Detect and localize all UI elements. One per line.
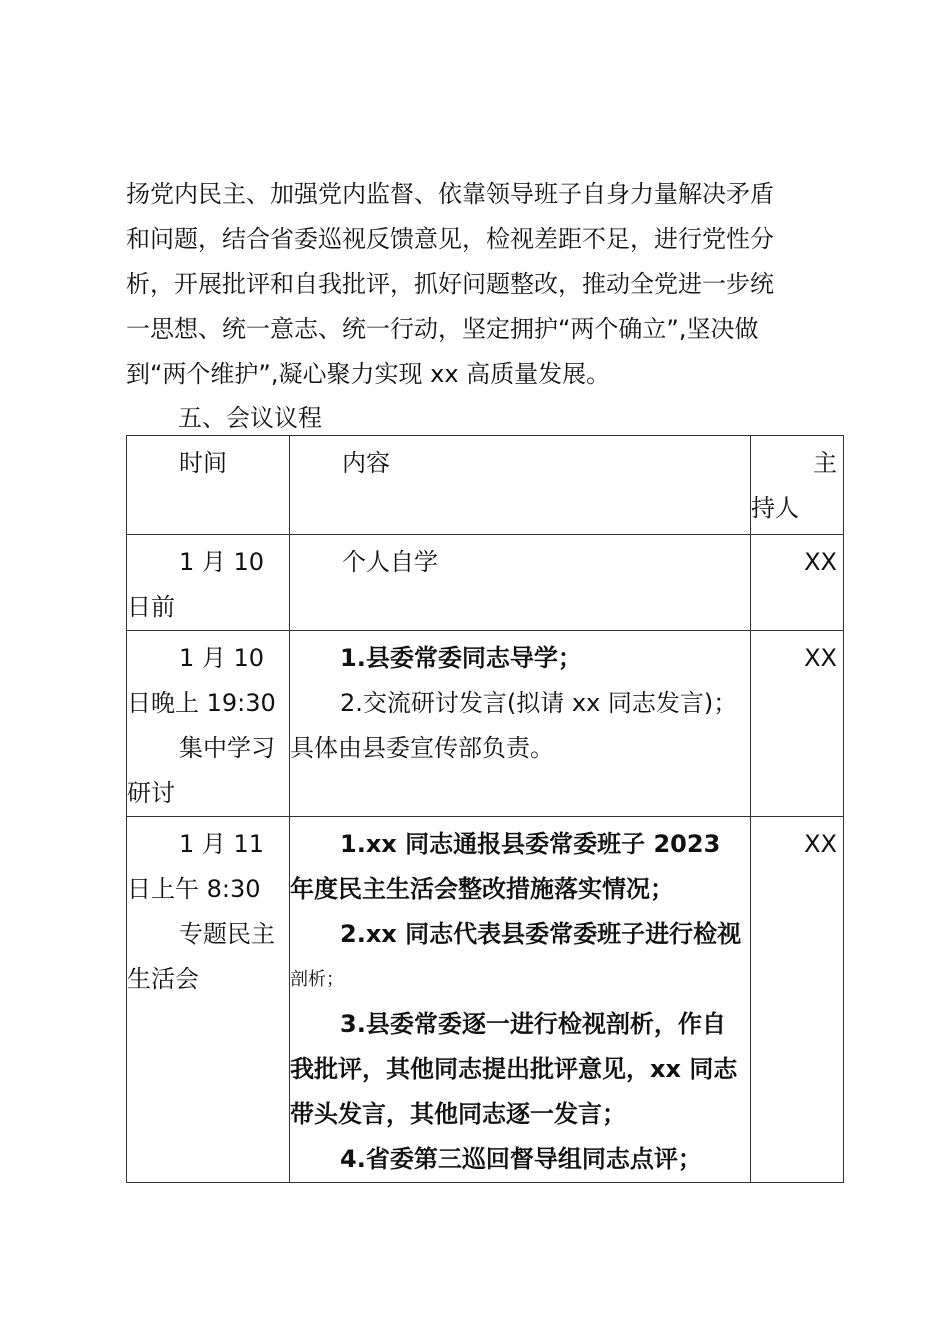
paragraph-line: 到“两个维护”,凝心聚力实现 xx 高质量发展。: [126, 360, 611, 388]
table-row: [127, 535, 844, 631]
host-cell: [751, 535, 844, 631]
time-line: 1 月 10: [179, 548, 265, 576]
content-line: 个人自学: [342, 548, 438, 576]
content-line: 年度民主生活会整改措施落实情况；: [290, 875, 674, 903]
table-header-row: [127, 436, 844, 535]
content-line: 2.交流研讨发言(拟请 xx 同志发言)；: [340, 689, 738, 717]
section-heading: 五、会议议程: [178, 404, 322, 432]
host-name: XX: [804, 548, 837, 576]
content-line: 具体由县委宣传部负责。: [290, 734, 554, 762]
content-line: 4.省委第三巡回督导组同志点评；: [340, 1145, 702, 1173]
content-line: 3.县委常委逐一进行检视剖析，作自: [340, 1010, 726, 1038]
time-line: 日晚上 19:30: [127, 689, 276, 717]
paragraph-line: 扬党内民主、加强党内监督、依靠领导班子自身力量解决矛盾: [126, 180, 774, 208]
agenda-table: [126, 435, 844, 1183]
host-name: XX: [804, 830, 837, 858]
time-line: 日前: [127, 593, 175, 621]
header-time-label: 时间: [179, 449, 227, 477]
content-line: 1.县委常委同志导学；: [340, 644, 582, 672]
content-line: 1.xx 同志通报县委常委班子 2023: [340, 830, 721, 858]
content-line: 剖析；: [290, 969, 344, 990]
header-host-label-line1: 主: [813, 449, 837, 477]
time-line: 1 月 10: [179, 644, 265, 672]
time-cell: [127, 631, 290, 817]
body-paragraph: [126, 172, 826, 397]
table-row: [127, 817, 844, 1183]
content-line: 我批评，其他同志提出批评意见，xx 同志: [290, 1055, 738, 1083]
host-cell: [751, 817, 844, 1183]
content-cell: [290, 817, 751, 1183]
content-line: 带头发言，其他同志逐一发言；: [290, 1100, 626, 1128]
header-host-cell: [751, 436, 844, 535]
time-cell: [127, 817, 290, 1183]
host-cell: [751, 631, 844, 817]
header-content-cell: [290, 436, 751, 535]
time-line: 集中学习: [179, 734, 275, 762]
time-line: 日上午 8:30: [127, 875, 261, 903]
paragraph-line: 和问题，结合省委巡视反馈意见，检视差距不足，进行党性分: [126, 225, 774, 253]
host-name: XX: [804, 644, 837, 672]
header-time-cell: [127, 436, 290, 535]
time-line: 专题民主: [179, 920, 275, 948]
header-host-label-line2: 持人: [751, 494, 799, 522]
content-cell: [290, 631, 751, 817]
time-line: 生活会: [127, 965, 199, 993]
time-line: 1 月 11: [179, 830, 265, 858]
paragraph-line: 析，开展批评和自我批评，抓好问题整改，推动全党进一步统: [126, 270, 774, 298]
time-line: 研讨: [127, 779, 175, 807]
time-cell: [127, 535, 290, 631]
content-cell: [290, 535, 751, 631]
content-line: 2.xx 同志代表县委常委班子进行检视: [340, 920, 742, 948]
table-row: [127, 631, 844, 817]
header-content-label: 内容: [342, 449, 390, 477]
paragraph-line: 一思想、统一意志、统一行动，坚定拥护“两个确立”,坚决做: [126, 315, 759, 343]
